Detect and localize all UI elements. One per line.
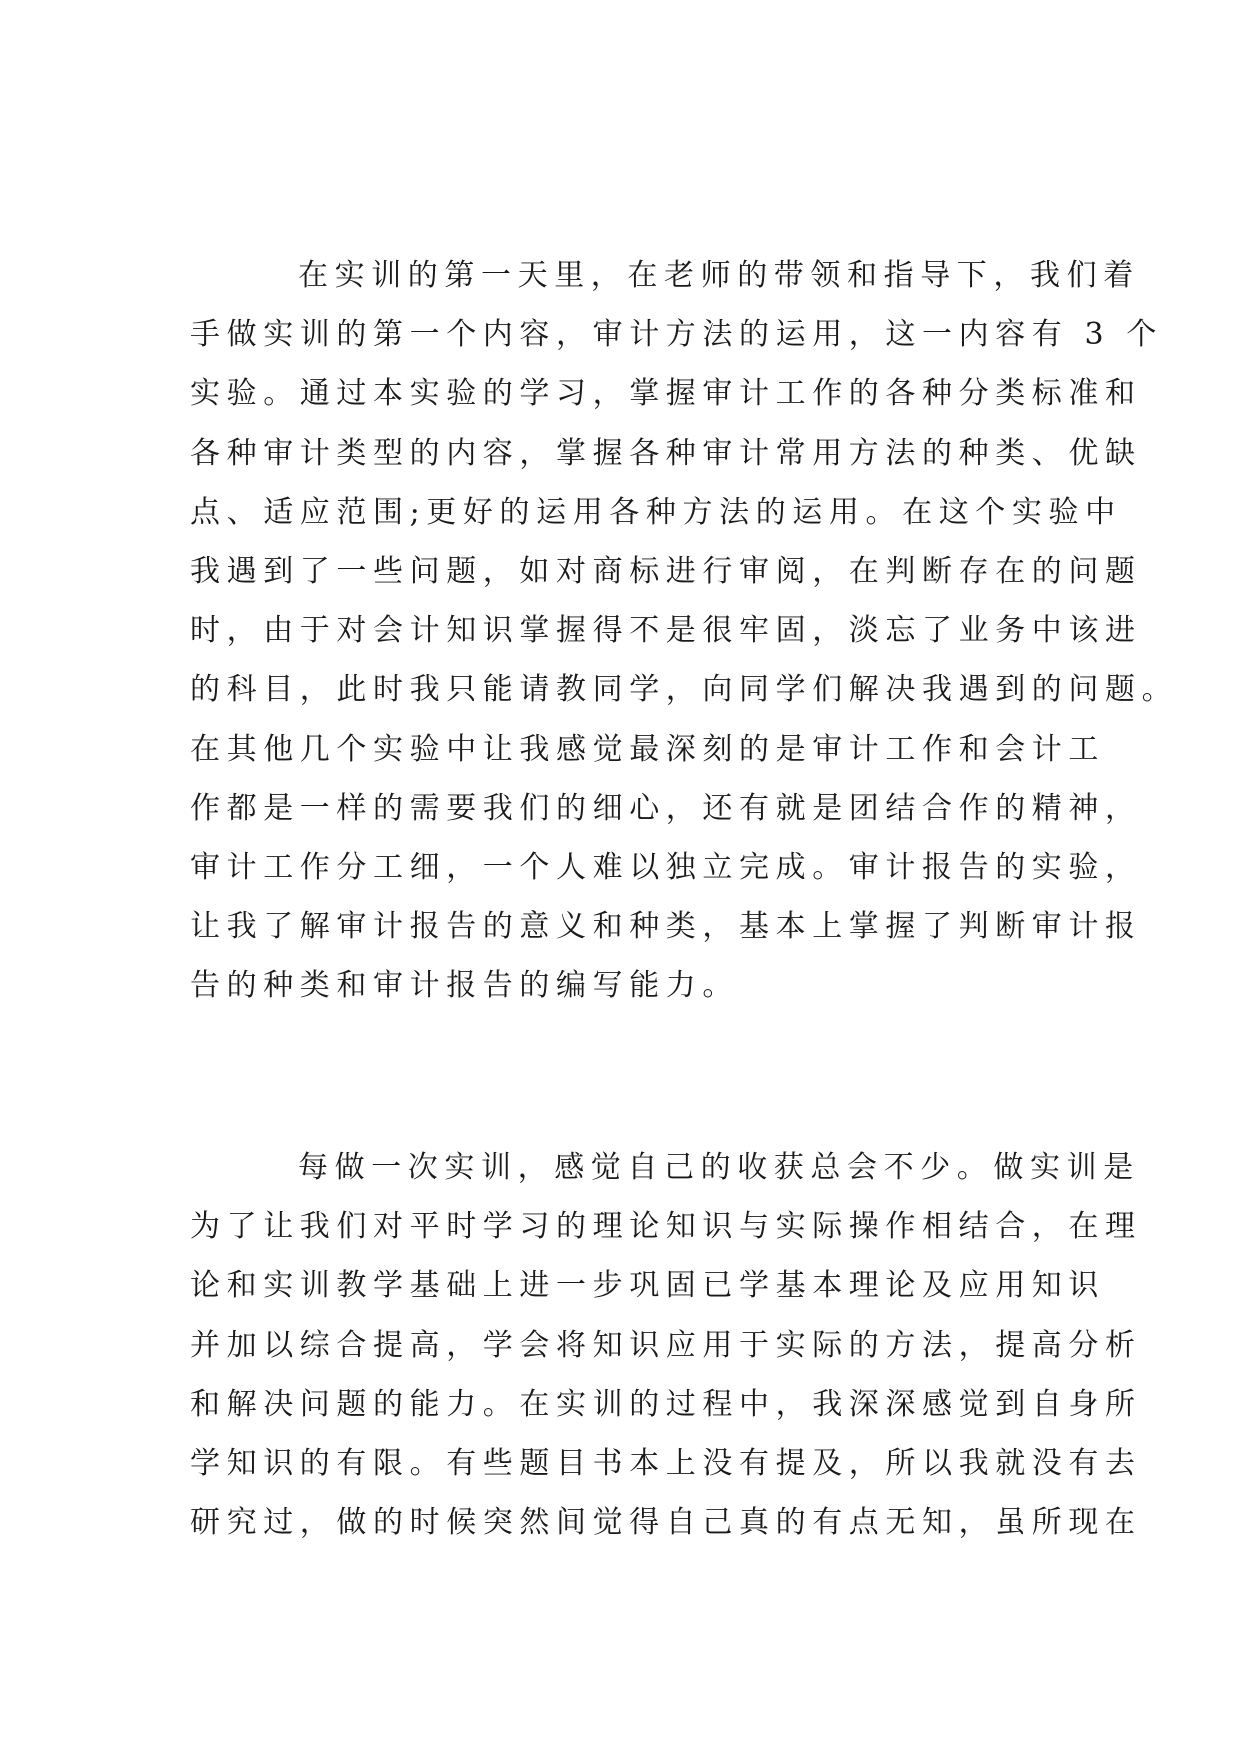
- paragraph-line: 点、适应范围;更好的运用各种方法的运用。在这个实验中: [190, 494, 1122, 530]
- paragraph-1: [190, 246, 1179, 1015]
- paragraph-line: 各种审计类型的内容，掌握各种审计常用方法的种类、优缺: [190, 435, 1142, 471]
- paragraph-line: 学知识的有限。有些题目书本上没有提及，所以我就没有去: [190, 1445, 1142, 1481]
- paragraph-line: 让我了解审计报告的意义和种类，基本上掌握了判断审计报: [190, 909, 1142, 945]
- paragraph-line: 并加以综合提高，学会将知识应用于实际的方法，提高分析: [190, 1327, 1142, 1363]
- paragraph-line: 和解决问题的能力。在实训的过程中，我深深感觉到自身所: [190, 1386, 1142, 1422]
- paragraph-line: 审计工作分工细，一个人难以独立完成。审计报告的实验，: [190, 849, 1142, 885]
- paragraph-line: 手做实训的第一个内容，审计方法的运用，这一内容有 3 个: [190, 317, 1163, 353]
- paragraph-line: 实验。通过本实验的学习，掌握审计工作的各种分类标准和: [190, 376, 1142, 412]
- paragraph-line: 作都是一样的需要我们的细心，还有就是团结合作的精神，: [190, 790, 1142, 826]
- paragraph-line: 为了让我们对平时学习的理论知识与实际操作相结合，在理: [190, 1209, 1142, 1245]
- paragraph-line: 的科目，此时我只能请教同学，向同学们解决我遇到的问题。: [190, 672, 1179, 708]
- paragraph-line: 时，由于对会计知识掌握得不是很牢固，淡忘了业务中该进: [190, 613, 1142, 649]
- paragraph-2: [190, 1138, 1142, 1552]
- paragraph-line: 论和实训教学基础上进一步巩固已学基本理论及应用知识: [190, 1268, 1105, 1304]
- paragraph-line: 每做一次实训，感觉自己的收获总会不少。做实训是: [298, 1150, 1140, 1185]
- paragraph-line: 在实训的第一天里，在老师的带领和指导下，我们着: [298, 258, 1140, 293]
- paragraph-line: 告的种类和审计报告的编写能力。: [190, 968, 739, 1004]
- paragraph-line: 研究过，做的时候突然间觉得自己真的有点无知，虽所现在: [190, 1505, 1142, 1541]
- paragraph-line: 在其他几个实验中让我感觉最深刻的是审计工作和会计工: [190, 731, 1105, 767]
- paragraph-line: 我遇到了一些问题，如对商标进行审阅，在判断存在的问题: [190, 553, 1142, 589]
